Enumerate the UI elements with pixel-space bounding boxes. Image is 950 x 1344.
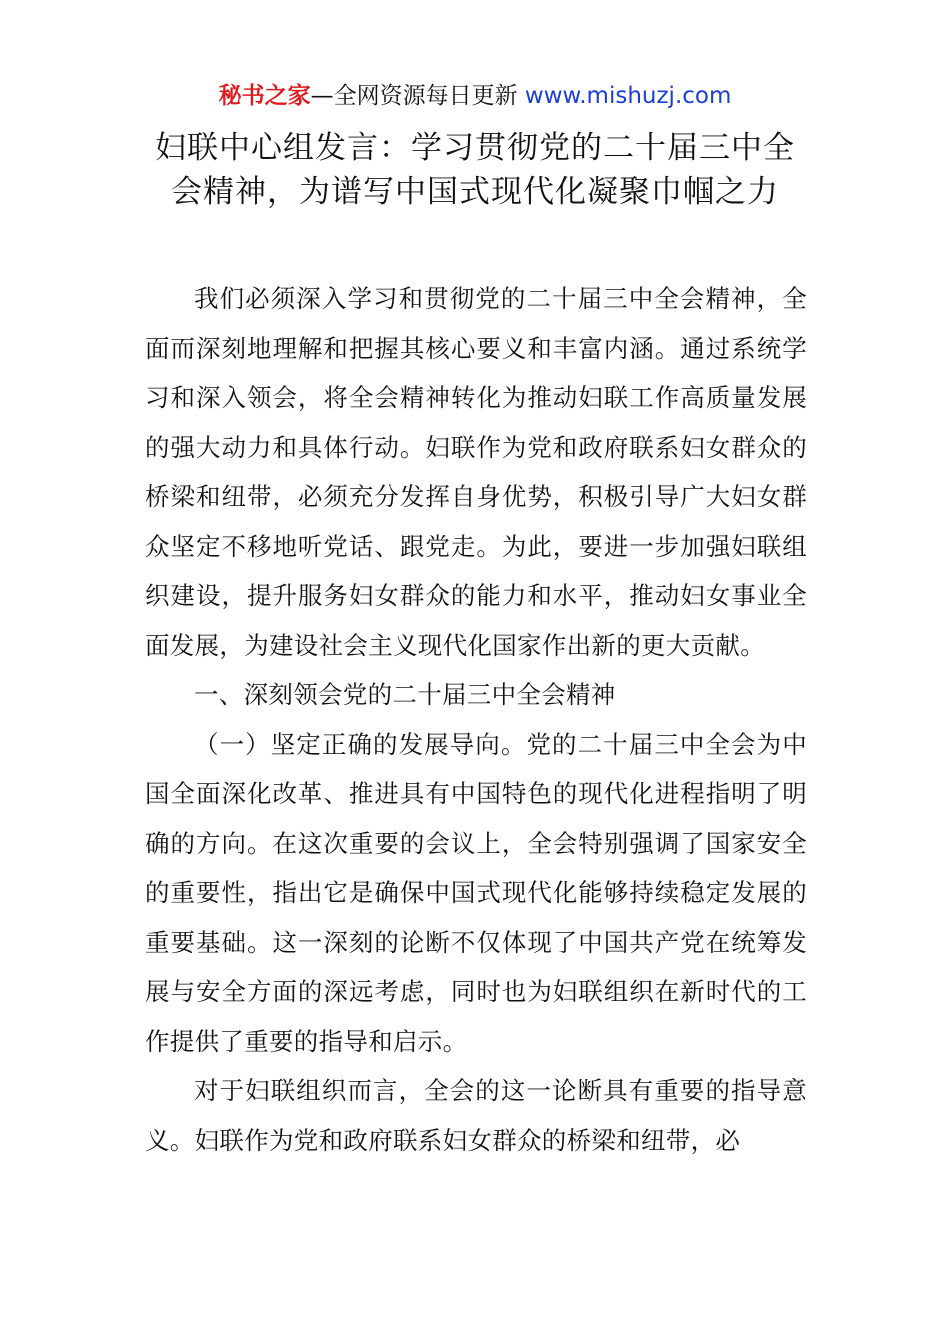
site-tagline: —全网资源每日更新 — [310, 83, 518, 109]
document-body — [145, 274, 807, 1165]
paragraph-intro: 我们必须深入学习和贯彻党的二十届三中全会精神，全面而深刻地理解和把握其核心要义和丰富内涵。通过系统学习和深入领会，将全会精神转化为推动妇联工作高质量发展的强大动力和具体行动。妇联作为党和政府联系妇女群众的桥梁和纽带，必须充分发挥自身优势，积极引导广大妇女群众坚定不移地听党话、跟党走。为此，要进一步加强妇联组织建设，提升服务妇女群众的能力和水平，推动妇女事业全面发展，为建设社会主义现代化国家作出新的更大贡献。 — [145, 284, 807, 660]
site-brand: 秘书之家 — [218, 83, 311, 109]
document-title — [100, 126, 850, 214]
document-title-line-2: 会精神，为谱写中国式现代化凝聚巾帼之力 — [171, 174, 779, 210]
paragraph-section-1-1: （一）坚定正确的发展导向。党的二十届三中全会为中国全面深化改革、推进具有中国特色的现代化进程指明了明确的方向。在这次重要的会议上，全会特别强调了国家安全的重要性，指出它是确保中国式现代化能够持续稳定发展的重要基础。这一深刻的论断不仅体现了中国共产党在统筹发展与安全方面的深远考虑，同时也为妇联组织在新时代的工作提供了重要的指导和启示。 — [145, 729, 807, 1056]
site-header — [0, 78, 950, 114]
site-url-link[interactable]: www.mishuzj.com — [524, 83, 732, 109]
section-heading-1: 一、深刻领会党的二十届三中全会精神 — [194, 680, 616, 709]
paragraph-section-1-1-cont: 对于妇联组织而言，全会的这一论断具有重要的指导意义。妇联作为党和政府联系妇女群众的桥梁和纽带，必 — [145, 1076, 807, 1155]
document-title-line-1: 妇联中心组发言：学习贯彻党的二十届三中全 — [155, 130, 795, 166]
